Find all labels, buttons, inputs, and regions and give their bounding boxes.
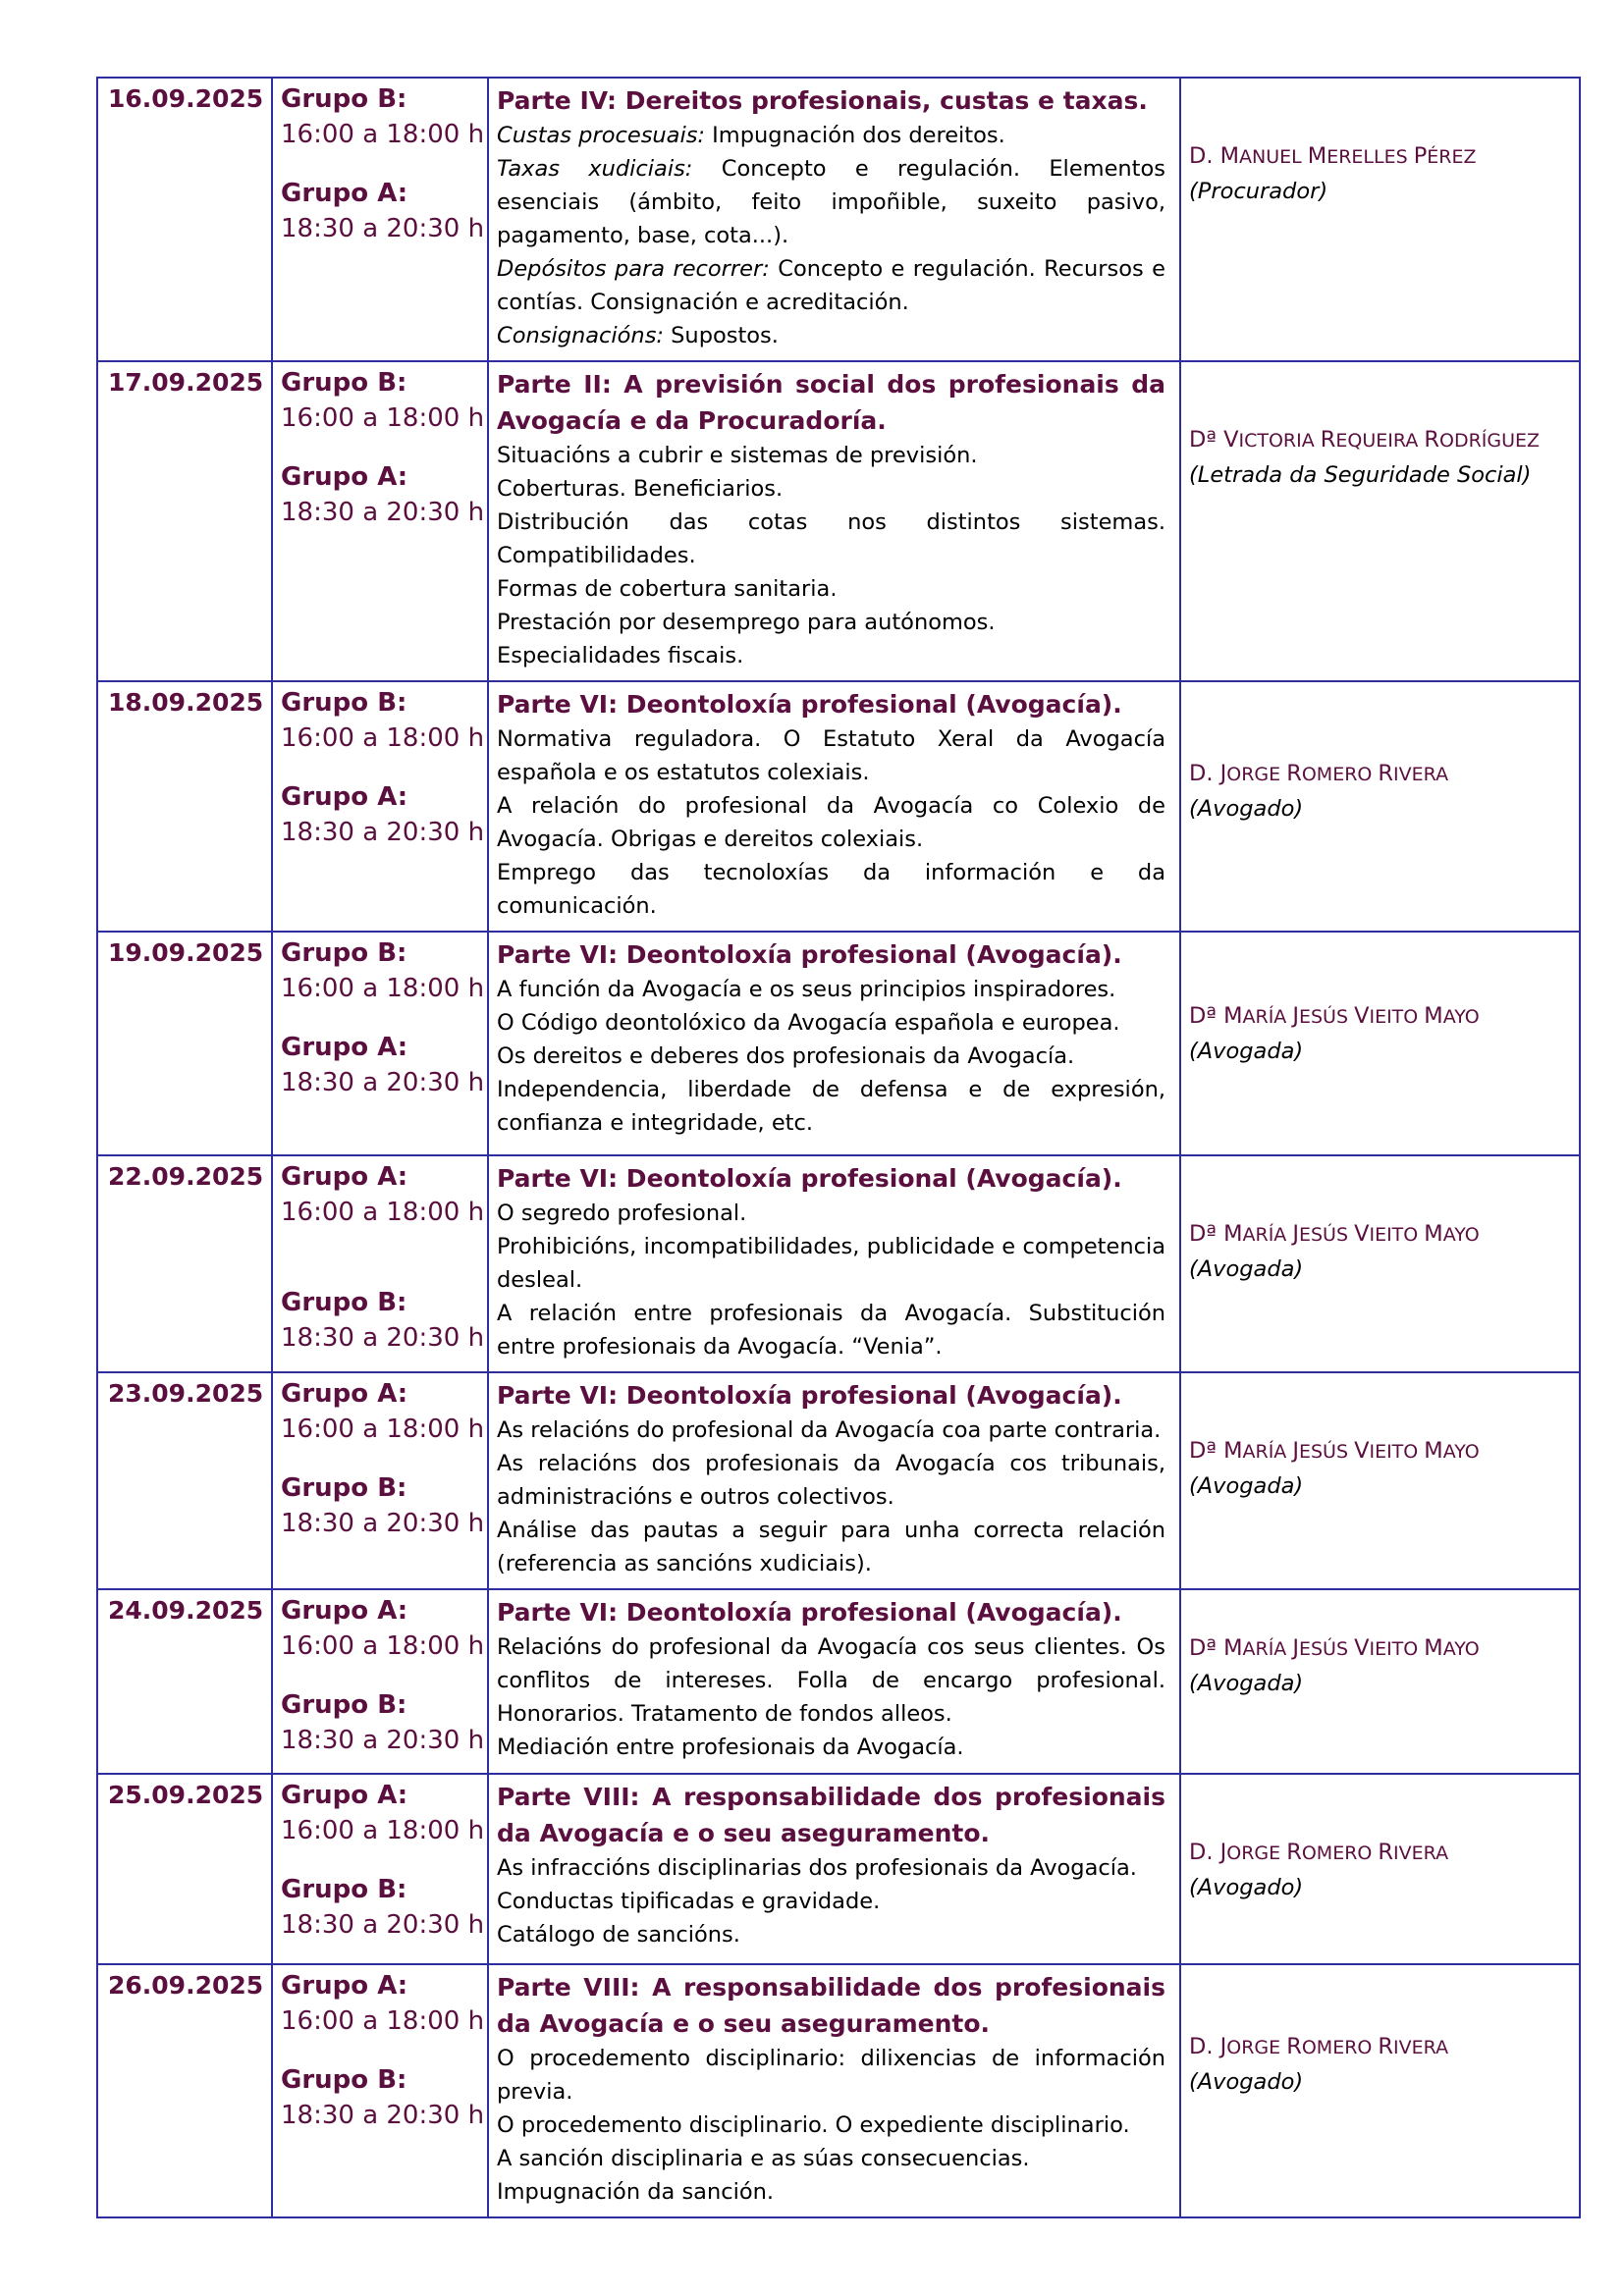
group-label: Grupo B: [281,1473,407,1503]
topic-line [497,639,1165,672]
topic-line [497,1918,1165,1951]
speaker-role: (Avogada) [1189,1473,1304,1499]
speaker-name-part: D. M [1189,143,1240,169]
speaker-name [1189,757,1571,792]
topic-text: Conductas tipificadas e gravidade. [497,1889,881,1914]
topic-line [497,319,1165,352]
schedule-row [97,1372,1580,1589]
group-time: 18:30 a 20:30 h [281,498,485,527]
topic-text: Impugnación da sanción. [497,2179,775,2205]
topic-line [497,1197,1165,1230]
speaker-name-part: V [1354,1221,1370,1247]
session-date: 23.09.2025 [97,1372,272,1589]
group-time: 18:30 a 20:30 h [281,818,485,847]
speaker-cell [1180,78,1580,361]
speaker-name-part: R [1378,2034,1394,2059]
topic-text: Concepto e regulación. Recursos e contías. Consignación e acreditación. [497,256,1165,315]
topic-line [497,152,1165,252]
group-label: Grupo A: [281,1033,408,1062]
session-groups [272,1155,488,1372]
speaker-name-part: ÉREZ [1427,146,1477,168]
session-content [488,932,1180,1155]
schedule-row [97,78,1580,361]
speaker-name [1189,1631,1571,1667]
speaker-name-part: AYO [1442,1224,1480,1246]
topic-line [497,1230,1165,1297]
speaker-cell [1180,1589,1580,1774]
part-title: Parte VI: Deontoloxía profesional (Avogacía). [497,690,1122,719]
part-title: Parte VI: Deontoloxía profesional (Avogacía). [497,940,1122,969]
topic-line [497,1630,1165,1731]
session-date: 22.09.2025 [97,1155,272,1372]
speaker-name-part: P [1413,143,1428,169]
speaker-name-part: J [1292,1635,1299,1661]
speaker-cell [1180,1372,1580,1589]
speaker-name-part: Dª V [1189,427,1239,453]
topic-text: Supostos. [664,323,779,348]
speaker-block [1189,1156,1571,1287]
topic-line [497,119,1165,152]
speaker-cell [1180,361,1580,681]
speaker-name-part: OMERO [1301,1842,1379,1864]
topic-line [497,722,1165,789]
session-content [488,681,1180,932]
group-spacer [281,1448,487,1471]
group-time: 16:00 a 18:00 h [281,1415,485,1444]
session-groups [272,1372,488,1589]
topic-line [497,606,1165,639]
schedule-page [96,77,1579,2218]
speaker-block [1189,1373,1571,1504]
topic-text: Catálogo de sancións. [497,1922,740,1948]
speaker-name-part: IVERA [1393,1842,1449,1864]
speaker-name-part: D. J [1189,1840,1227,1865]
speaker-name-part: ICTORIA [1238,430,1321,452]
speaker-name-part: M [1424,1221,1443,1247]
group-time: 16:00 a 18:00 h [281,403,485,433]
group-time: 18:30 a 20:30 h [281,1726,485,1755]
group-label: Grupo B: [281,2065,407,2095]
speaker-name-part: ORGE [1226,764,1287,785]
group-label: Grupo A: [281,1781,408,1810]
session-content [488,1155,1180,1372]
topic-line [497,2175,1165,2209]
speaker-name-part: R [1286,2034,1302,2059]
topic-line [497,1414,1165,1447]
speaker-name-part: Dª M [1189,1221,1243,1247]
topic-line [497,1297,1165,1363]
topic-text: Prohibicións, incompatibilidades, publicidade e competencia desleal. [497,1234,1165,1293]
group-time: 16:00 a 18:00 h [281,2006,485,2036]
topic-text: Emprego das tecnoloxías da información e da comunicación. [497,860,1165,919]
speaker-name-part: V [1354,1635,1370,1661]
speaker-name-part: M [1424,1438,1443,1464]
group-label: Grupo A: [281,1162,408,1192]
topic-line [497,1731,1165,1764]
topic-line [497,856,1165,923]
speaker-block [1189,933,1571,1069]
topic-line [497,252,1165,319]
topic-line [497,1447,1165,1514]
topic-line [497,1885,1165,1918]
group-label: Grupo A: [281,179,408,208]
speaker-name-part: R [1424,427,1439,453]
speaker-name-part: AYO [1442,1441,1480,1463]
group-time: 18:30 a 20:30 h [281,214,485,243]
topic-heading: Taxas xudiciais: [497,156,693,182]
group-time: 18:30 a 20:30 h [281,1323,485,1353]
group-spacer [281,1849,487,1873]
topic-text: A función da Avogacía e os seus principios inspiradores. [497,977,1116,1002]
session-content [488,1964,1180,2217]
schedule-body [97,78,1580,2217]
speaker-block [1189,362,1571,493]
speaker-name-part: ORGE [1226,2037,1287,2058]
group-label: Grupo B: [281,688,407,718]
group-time: 16:00 a 18:00 h [281,974,485,1003]
speaker-name-part: ARÍA [1242,1006,1293,1028]
speaker-name-part: R [1320,427,1336,453]
session-content [488,1589,1180,1774]
topic-text: O procedemento disciplinario. O expediente disciplinario. [497,2112,1130,2138]
speaker-name [1189,1836,1571,1871]
session-date: 18.09.2025 [97,681,272,932]
topic-text: Formas de cobertura sanitaria. [497,576,838,602]
speaker-name-part: V [1354,1438,1370,1464]
speaker-name-part: ESÚS [1298,1006,1355,1028]
group-time: 18:30 a 20:30 h [281,1068,485,1097]
speaker-block [1189,1775,1571,1905]
group-label: Grupo B: [281,1288,407,1317]
speaker-name-part: J [1292,1003,1299,1029]
topic-text: As relacións do profesional da Avogacía coa parte contraria. [497,1417,1162,1443]
speaker-name [1189,999,1571,1035]
group-spacer [281,757,487,780]
speaker-name-part: IEITO [1369,1224,1425,1246]
speaker-name-part: IVERA [1393,2037,1449,2058]
speaker-role: (Avogado) [1189,1875,1304,1900]
session-groups [272,1964,488,2217]
session-groups [272,932,488,1155]
session-groups [272,681,488,932]
session-content [488,1372,1180,1589]
topic-text: O segredo profesional. [497,1201,747,1226]
topic-text: Normativa reguladora. O Estatuto Xeral da Avogacía española e os estatutos colexiais. [497,726,1165,785]
speaker-name-part: ESÚS [1298,1441,1355,1463]
topic-line [497,1040,1165,1073]
speaker-cell [1180,1155,1580,1372]
group-label: Grupo A: [281,462,408,492]
topic-line [497,472,1165,506]
topic-text: O procedemento disciplinario: dilixencias de información previa. [497,2046,1165,2105]
group-spacer [281,1231,487,1286]
speaker-name [1189,139,1571,175]
topic-text: Concepto e regulación. Elementos esenciais (ámbito, feito impoñible, suxeito pasivo, pagamento, base, cota...). [497,156,1165,248]
schedule-row [97,1964,1580,2217]
topic-line [497,2142,1165,2175]
speaker-name-part: IEITO [1369,1638,1425,1660]
topic-line [497,1073,1165,1140]
session-date: 16.09.2025 [97,78,272,361]
speaker-name-part: M [1307,143,1327,169]
group-time: 16:00 a 18:00 h [281,723,485,753]
speaker-name-part: M [1424,1635,1443,1661]
session-date: 24.09.2025 [97,1589,272,1774]
topic-heading: Depósitos para recorrer: [497,256,770,282]
speaker-name-part: M [1424,1003,1443,1029]
group-spacer [281,1665,487,1688]
group-label: Grupo B: [281,1690,407,1720]
speaker-role: (Avogado) [1189,2069,1304,2095]
session-groups [272,78,488,361]
topic-text: Análise das pautas a seguir para unha correcta relación (referencia as sancións xudiciais). [497,1518,1165,1576]
topic-text: As infraccións disciplinarias dos profesionais da Avogacía. [497,1855,1137,1881]
speaker-name-part: ESÚS [1298,1638,1355,1660]
topic-text: Especialidades fiscais. [497,643,744,668]
topic-text: As relacións dos profesionais da Avogacía cos tribunais, administracións e outros colectivos. [497,1451,1165,1510]
group-spacer [281,2040,487,2063]
speaker-block [1189,1965,1571,2100]
topic-text: Os dereitos e deberes dos profesionais da Avogacía. [497,1043,1075,1069]
schedule-table [96,77,1581,2218]
speaker-role: (Avogada) [1189,1671,1304,1696]
session-groups [272,1774,488,1964]
group-label: Grupo A: [281,1971,408,2001]
speaker-name [1189,2030,1571,2065]
topic-line [497,2109,1165,2142]
session-content [488,1774,1180,1964]
speaker-name [1189,1217,1571,1253]
speaker-name-part: ARÍA [1242,1224,1293,1246]
group-label: Grupo B: [281,84,407,114]
topic-line [497,973,1165,1006]
speaker-name-part: OMERO [1301,764,1379,785]
session-content [488,78,1180,361]
topic-text: Situacións a cubrir e sistemas de previsión. [497,443,978,468]
topic-text: A relación do profesional da Avogacía co Colexio de Avogacía. Obrigas e dereitos colexiais. [497,793,1165,852]
speaker-name-part: IEITO [1369,1006,1425,1028]
speaker-name-part: ANUEL [1239,146,1308,168]
speaker-block [1189,79,1571,209]
topic-text: O Código deontolóxico da Avogacía española e europea. [497,1010,1120,1036]
group-spacer [281,437,487,460]
group-label: Grupo B: [281,1875,407,1904]
speaker-name-part: IVERA [1393,764,1449,785]
speaker-cell [1180,1774,1580,1964]
speaker-name-part: J [1292,1221,1299,1247]
speaker-name-part: ARÍA [1242,1638,1293,1660]
speaker-name-part: D. J [1189,761,1227,786]
speaker-role: (Avogada) [1189,1039,1304,1064]
speaker-name-part: Dª M [1189,1438,1243,1464]
part-title: Parte IV: Dereitos profesionais, custas e taxas. [497,86,1148,115]
speaker-name-part: R [1378,1840,1394,1865]
session-date: 19.09.2025 [97,932,272,1155]
group-time: 18:30 a 20:30 h [281,2101,485,2130]
speaker-name-part: ERELLES [1326,146,1414,168]
group-label: Grupo A: [281,1596,408,1626]
speaker-name-part: R [1286,1840,1302,1865]
topic-text: A relación entre profesionais da Avogacía. Substitución entre profesionais da Avogacía. “Venia”. [497,1301,1165,1360]
schedule-row [97,681,1580,932]
speaker-name-part: R [1286,761,1302,786]
topic-text: Impugnación dos dereitos. [705,123,1005,148]
topic-line [497,789,1165,856]
group-spacer [281,153,487,177]
speaker-name [1189,423,1571,458]
group-time: 16:00 a 18:00 h [281,1816,485,1845]
speaker-name [1189,1434,1571,1469]
speaker-cell [1180,681,1580,932]
topic-line [497,506,1165,572]
speaker-name-part: ESÚS [1298,1224,1355,1246]
session-date: 17.09.2025 [97,361,272,681]
part-title: Parte VI: Deontoloxía profesional (Avogacía). [497,1164,1122,1193]
topic-text: Relacións do profesional da Avogacía cos seus clientes. Os conflitos de intereses. Folla de encargo profesional. Honorarios. Tratamento de fondos alleos. [497,1634,1165,1727]
topic-text: Distribución das cotas nos distintos sistemas. Compatibilidades. [497,509,1165,568]
speaker-role: (Letrada da Seguridade Social) [1189,462,1532,488]
session-content [488,361,1180,681]
part-title: Parte VI: Deontoloxía profesional (Avogacía). [497,1598,1122,1627]
speaker-cell [1180,1964,1580,2217]
group-label: Grupo A: [281,782,408,812]
part-title: Parte VIII: A responsabilidade dos profesionais da Avogacía e o seu aseguramento. [497,1783,1165,1847]
speaker-block [1189,1590,1571,1701]
speaker-name-part: V [1354,1003,1370,1029]
speaker-name-part: EQUEIRA [1335,430,1425,452]
group-label: Grupo B: [281,368,407,398]
schedule-row [97,932,1580,1155]
session-groups [272,1589,488,1774]
group-label: Grupo A: [281,1379,408,1409]
speaker-block [1189,682,1571,827]
speaker-name-part: Dª M [1189,1003,1243,1029]
topic-text: Mediación entre profesionais da Avogacía. [497,1735,964,1760]
group-label: Grupo B: [281,938,407,968]
schedule-row [97,1774,1580,1964]
speaker-role: (Avogado) [1189,796,1304,822]
session-date: 26.09.2025 [97,1964,272,2217]
session-date: 25.09.2025 [97,1774,272,1964]
speaker-name-part: ARÍA [1242,1441,1293,1463]
speaker-name-part: Dª M [1189,1635,1243,1661]
schedule-row [97,1155,1580,1372]
speaker-name-part: AYO [1442,1638,1480,1660]
speaker-name-part: ODRÍGUEZ [1439,430,1541,452]
topic-text: Prestación por desemprego para autónomos. [497,610,996,635]
group-time: 18:30 a 20:30 h [281,1509,485,1538]
speaker-role: (Avogada) [1189,1256,1304,1282]
topic-line [497,1514,1165,1580]
topic-line [497,1851,1165,1885]
group-spacer [281,1007,487,1031]
part-title: Parte II: A previsión social dos profesionais da Avogacía e da Procuradoría. [497,370,1165,435]
part-title: Parte VIII: A responsabilidade dos profesionais da Avogacía e o seu aseguramento. [497,1973,1165,2038]
speaker-name-part: D. J [1189,2034,1227,2059]
part-title: Parte VI: Deontoloxía profesional (Avogacía). [497,1381,1122,1410]
group-time: 16:00 a 18:00 h [281,1631,485,1661]
speaker-name-part: IEITO [1369,1441,1425,1463]
group-time: 16:00 a 18:00 h [281,120,485,149]
session-groups [272,361,488,681]
speaker-name-part: AYO [1442,1006,1480,1028]
speaker-name-part: ORGE [1226,1842,1287,1864]
topic-text: Independencia, liberdade de defensa e de expresión, confianza e integridade, etc. [497,1077,1165,1136]
topic-line [497,1006,1165,1040]
topic-line [497,572,1165,606]
speaker-name-part: J [1292,1438,1299,1464]
speaker-name-part: OMERO [1301,2037,1379,2058]
topic-text: A sanción disciplinaria e as súas consecuencias. [497,2146,1030,2171]
schedule-row [97,1589,1580,1774]
schedule-row [97,361,1580,681]
topic-line [497,2042,1165,2109]
topic-text: Coberturas. Beneficiarios. [497,476,784,502]
topic-heading: Consignacións: [497,323,664,348]
speaker-role: (Procurador) [1189,179,1328,204]
group-time: 16:00 a 18:00 h [281,1198,485,1227]
speaker-cell [1180,932,1580,1155]
topic-line [497,439,1165,472]
group-time: 18:30 a 20:30 h [281,1910,485,1940]
topic-heading: Custas procesuais: [497,123,706,148]
speaker-name-part: R [1378,761,1394,786]
